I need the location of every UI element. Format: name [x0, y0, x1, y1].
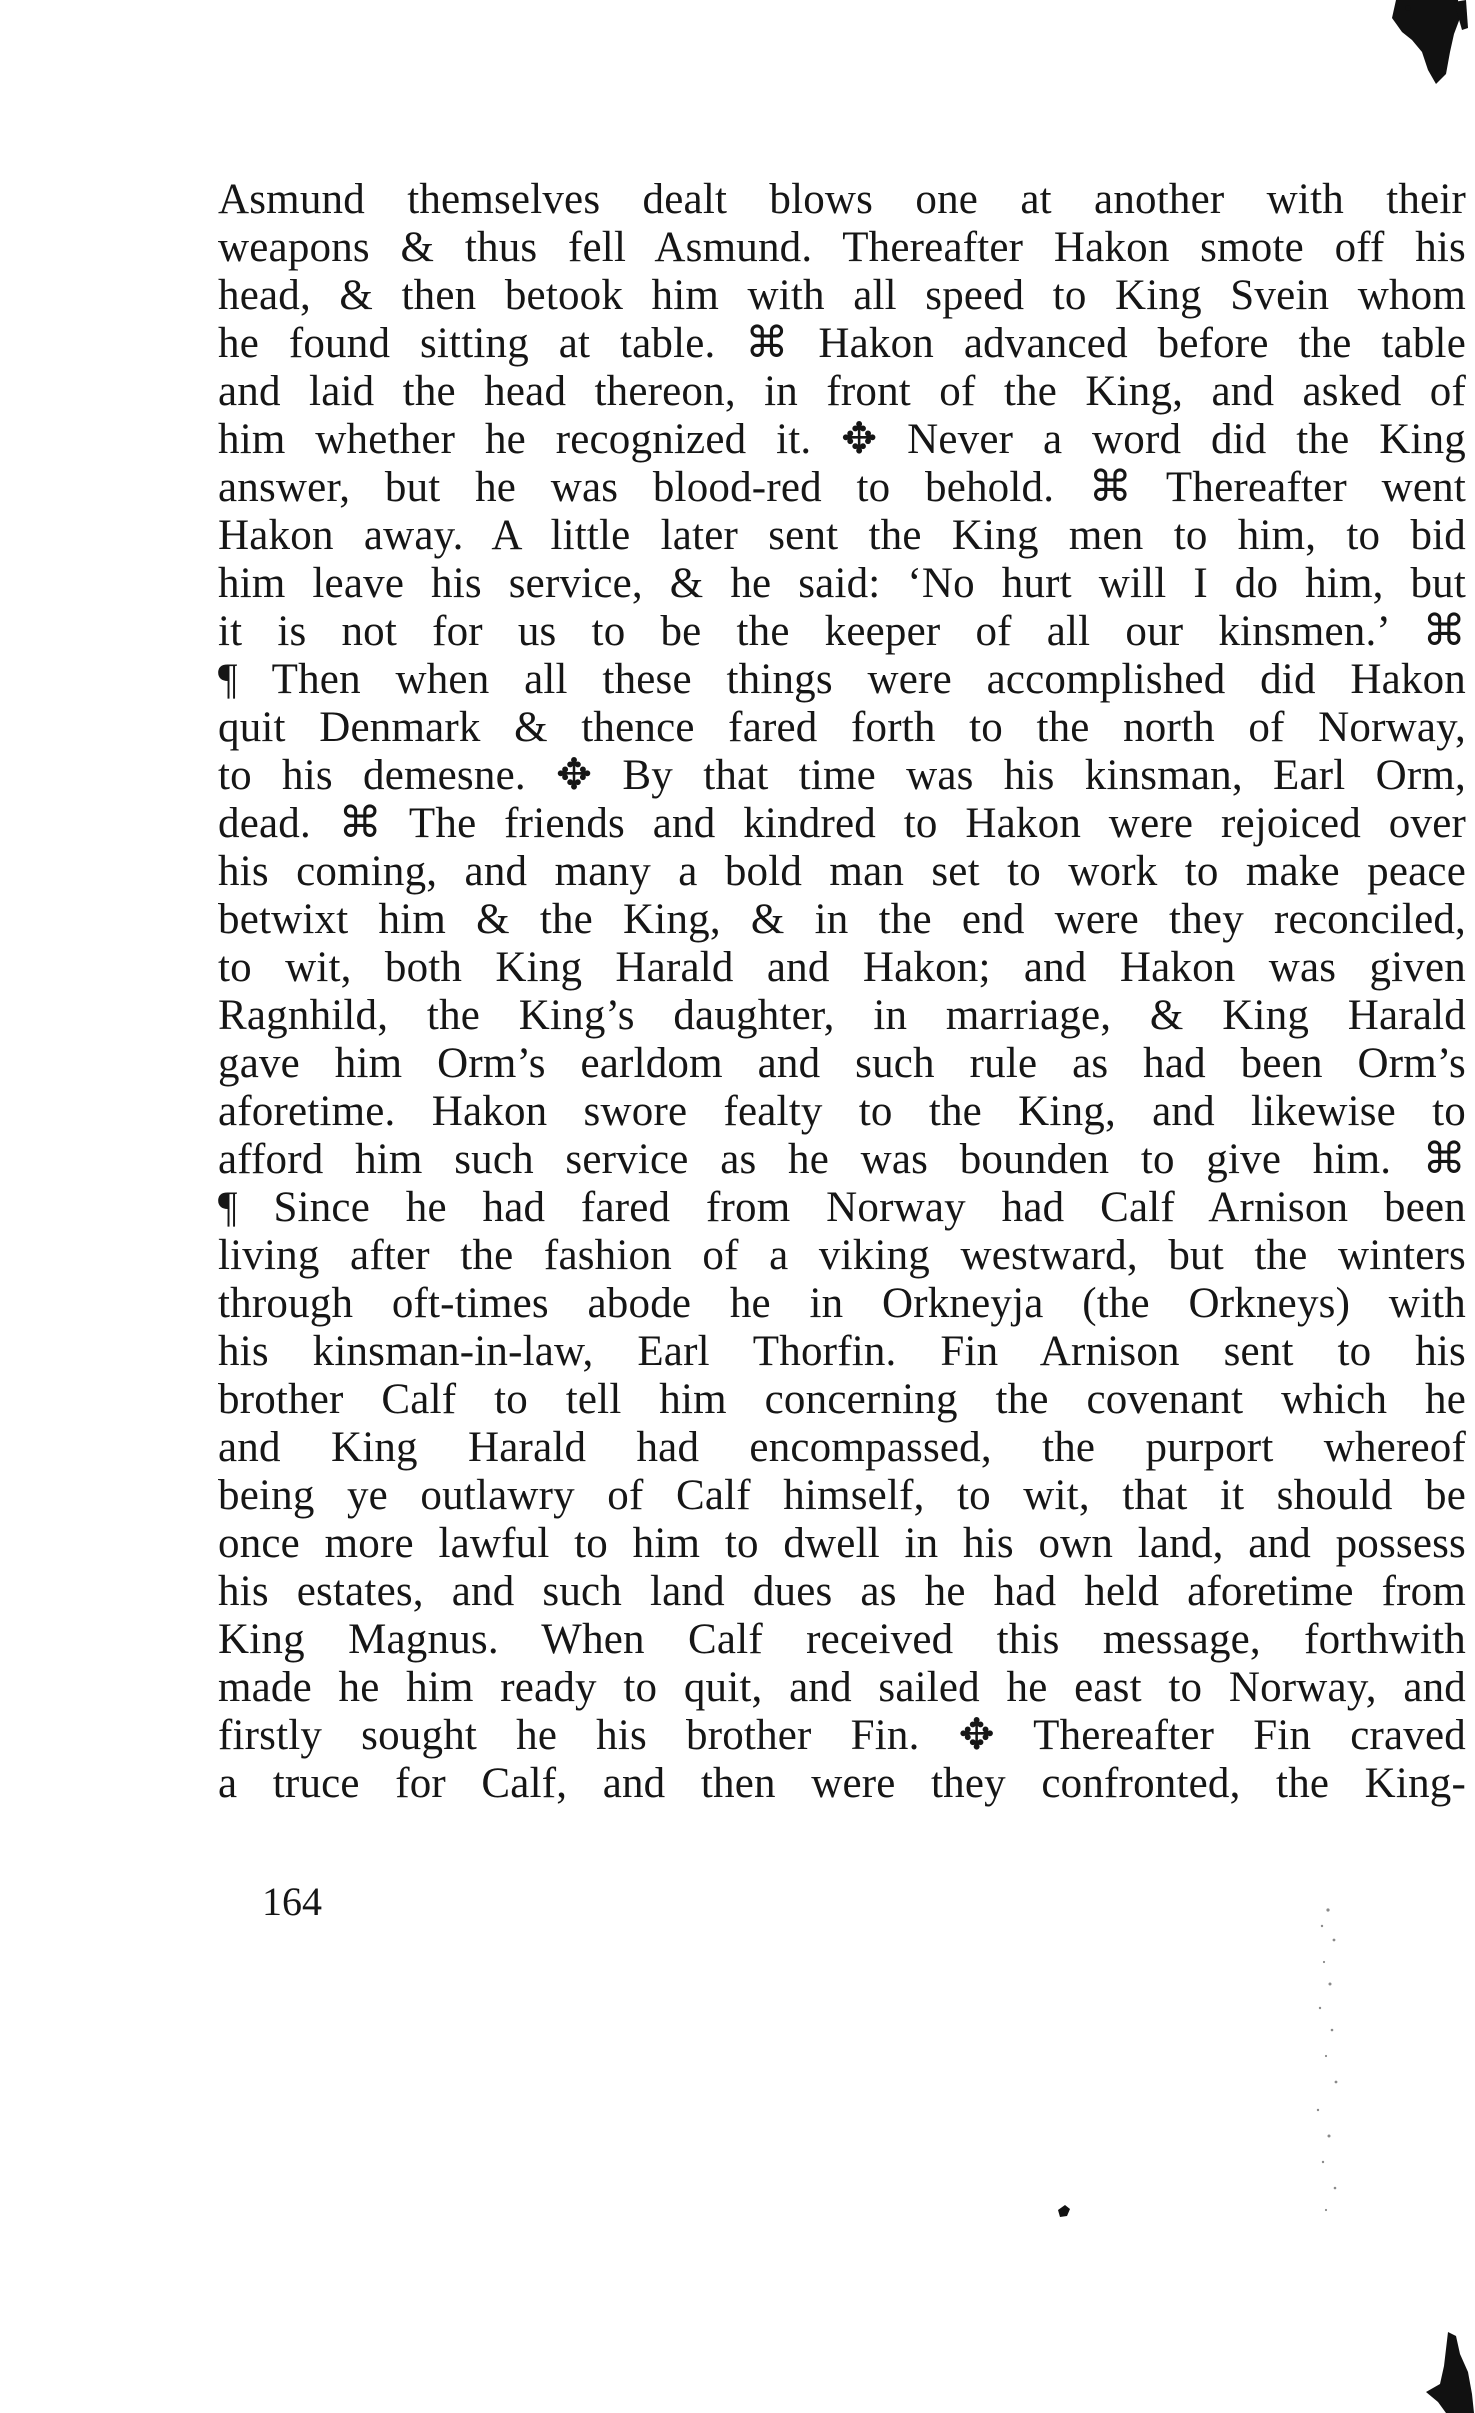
text-line: quit Denmark & thence fared forth to the north of Norway,	[218, 704, 1466, 751]
text-line: a truce for Calf, and then were they confronted, the King-	[218, 1760, 1466, 1807]
text-line: firstly sought he his brother Fin. ✥ Thereafter Fin craved	[218, 1712, 1466, 1759]
text-line: being ye outlawry of Calf himself, to wit, that it should be	[218, 1472, 1466, 1519]
text-line: afford him such service as he was bounden to give him. ⌘	[218, 1136, 1466, 1183]
text-line: to his demesne. ✥ By that time was his kinsman, Earl Orm,	[218, 752, 1466, 799]
text-line: Asmund themselves dealt blows one at another with their	[218, 176, 1466, 223]
text-line: living after the fashion of a viking westward, but the winters	[218, 1232, 1466, 1279]
text-line: him leave his service, & he said: ‘No hurt will I do him, but	[218, 560, 1466, 607]
text-line: once more lawful to him to dwell in his own land, and possess	[218, 1520, 1466, 1567]
text-line: head, & then betook him with all speed to King Svein whom	[218, 272, 1466, 319]
text-line: aforetime. Hakon swore fealty to the King, and likewise to	[218, 1088, 1466, 1135]
ink-speck	[1055, 2202, 1073, 2220]
text-line: gave him Orm’s earldom and such rule as had been Orm’s	[218, 1040, 1466, 1087]
text-line: betwixt him & the King, & in the end were they reconciled,	[218, 896, 1466, 943]
text-line: and King Harald had encompassed, the purport whereof	[218, 1424, 1466, 1471]
page-number: 164	[262, 1879, 322, 1924]
corner-ink-mark	[1388, 0, 1475, 86]
text-line: weapons & thus fell Asmund. Thereafter Hakon smote off his	[218, 224, 1466, 271]
text-line: ¶ Since he had fared from Norway had Calf Arnison been	[218, 1184, 1466, 1231]
text-line: Hakon away. A little later sent the King men to him, to bid	[218, 512, 1466, 559]
text-line: made he him ready to quit, and sailed he east to Norway, and	[218, 1664, 1466, 1711]
text-line: ¶ Then when all these things were accomplished did Hakon	[218, 656, 1466, 703]
text-line: King Magnus. When Calf received this message, forthwith	[218, 1616, 1466, 1663]
speckle-marks	[1296, 1900, 1356, 2220]
text-line: his estates, and such land dues as he had held aforetime from	[218, 1568, 1466, 1615]
text-line: Ragnhild, the King’s daughter, in marriage, & King Harald	[218, 992, 1466, 1039]
text-line: him whether he recognized it. ✥ Never a word did the King	[218, 416, 1466, 463]
text-line: through oft-times abode he in Orkneyja (the Orkneys) with	[218, 1280, 1466, 1327]
text-line: his kinsman-in-law, Earl Thorfin. Fin Arnison sent to his	[218, 1328, 1466, 1375]
bottom-corner-ink-mark	[1420, 2332, 1475, 2413]
text-line: answer, but he was blood-red to behold. ⌘ Thereafter went	[218, 464, 1466, 511]
text-line: he found sitting at table. ⌘ Hakon advanced before the table	[218, 320, 1466, 367]
text-line: to wit, both King Harald and Hakon; and Hakon was given	[218, 944, 1466, 991]
text-line: dead. ⌘ The friends and kindred to Hakon were rejoiced over	[218, 800, 1466, 847]
text-line: his coming, and many a bold man set to work to make peace	[218, 848, 1466, 895]
text-line: it is not for us to be the keeper of all our kinsmen.’ ⌘	[218, 608, 1466, 655]
text-line: brother Calf to tell him concerning the covenant which he	[218, 1376, 1466, 1423]
text-line: and laid the head thereon, in front of the King, and asked of	[218, 368, 1466, 415]
